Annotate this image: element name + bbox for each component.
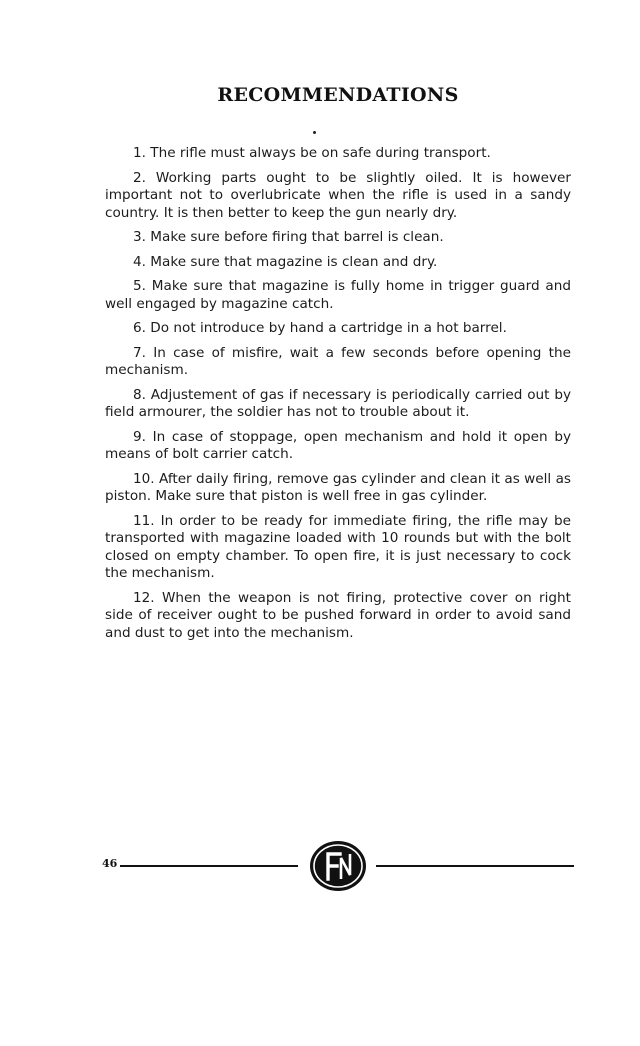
recommendation-item: 3. Make sure before firing that barrel is clean.: [133, 229, 444, 245]
fn-logo-icon: [308, 839, 368, 893]
recommendation-item: 10. After daily firing, remove gas cylinder and clean it as well as piston. Make sure that piston is well free in gas cylinder.: [105, 470, 571, 504]
page-title: RECOMMENDATIONS: [217, 84, 459, 106]
recommendation-item: 1. The rifle must always be on safe during transport.: [133, 145, 491, 161]
recommendation-item: 7. In case of misfire, wait a few seconds before opening the mechanism.: [105, 344, 571, 378]
page-footer: [102, 834, 574, 894]
page-number: 46: [102, 857, 118, 870]
recommendation-item: 2. Working parts ought to be slightly oiled. It is however important not to overlubricate when the rifle is used in a sandy country. It is then better to keep the gun nearly dry.: [105, 169, 571, 221]
recommendation-item: 12. When the weapon is not firing, protective cover on right side of receiver ought to be pushed forward in order to avoid sand and dust to get into the mechanism.: [105, 589, 571, 641]
recommendation-item: 4. Make sure that magazine is clean and dry.: [133, 253, 438, 270]
recommendation-item: 11. In order to be ready for immediate firing, the rifle may be transported with magazine loaded with 10 rounds but with the bolt closed on empty chamber. To open fire, it is just necessary to cock the mechanism.: [105, 512, 571, 581]
recommendation-item: 9. In case of stoppage, open mechanism and hold it open by means of bolt carrier catch.: [105, 428, 571, 462]
footer-rule-right: [376, 865, 574, 867]
recommendations-list: [105, 145, 571, 649]
footer-rule-left: [120, 865, 298, 867]
recommendation-item: 5. Make sure that magazine is fully home in trigger guard and well engaged by magazine catch.: [105, 278, 571, 312]
recommendation-item: 6. Do not introduce by hand a cartridge in a hot barrel.: [133, 320, 507, 336]
recommendation-item: 8. Adjustement of gas if necessary is periodically carried out by field armourer, the soldier has not to trouble about it.: [105, 386, 571, 420]
ink-dot: [313, 131, 316, 134]
